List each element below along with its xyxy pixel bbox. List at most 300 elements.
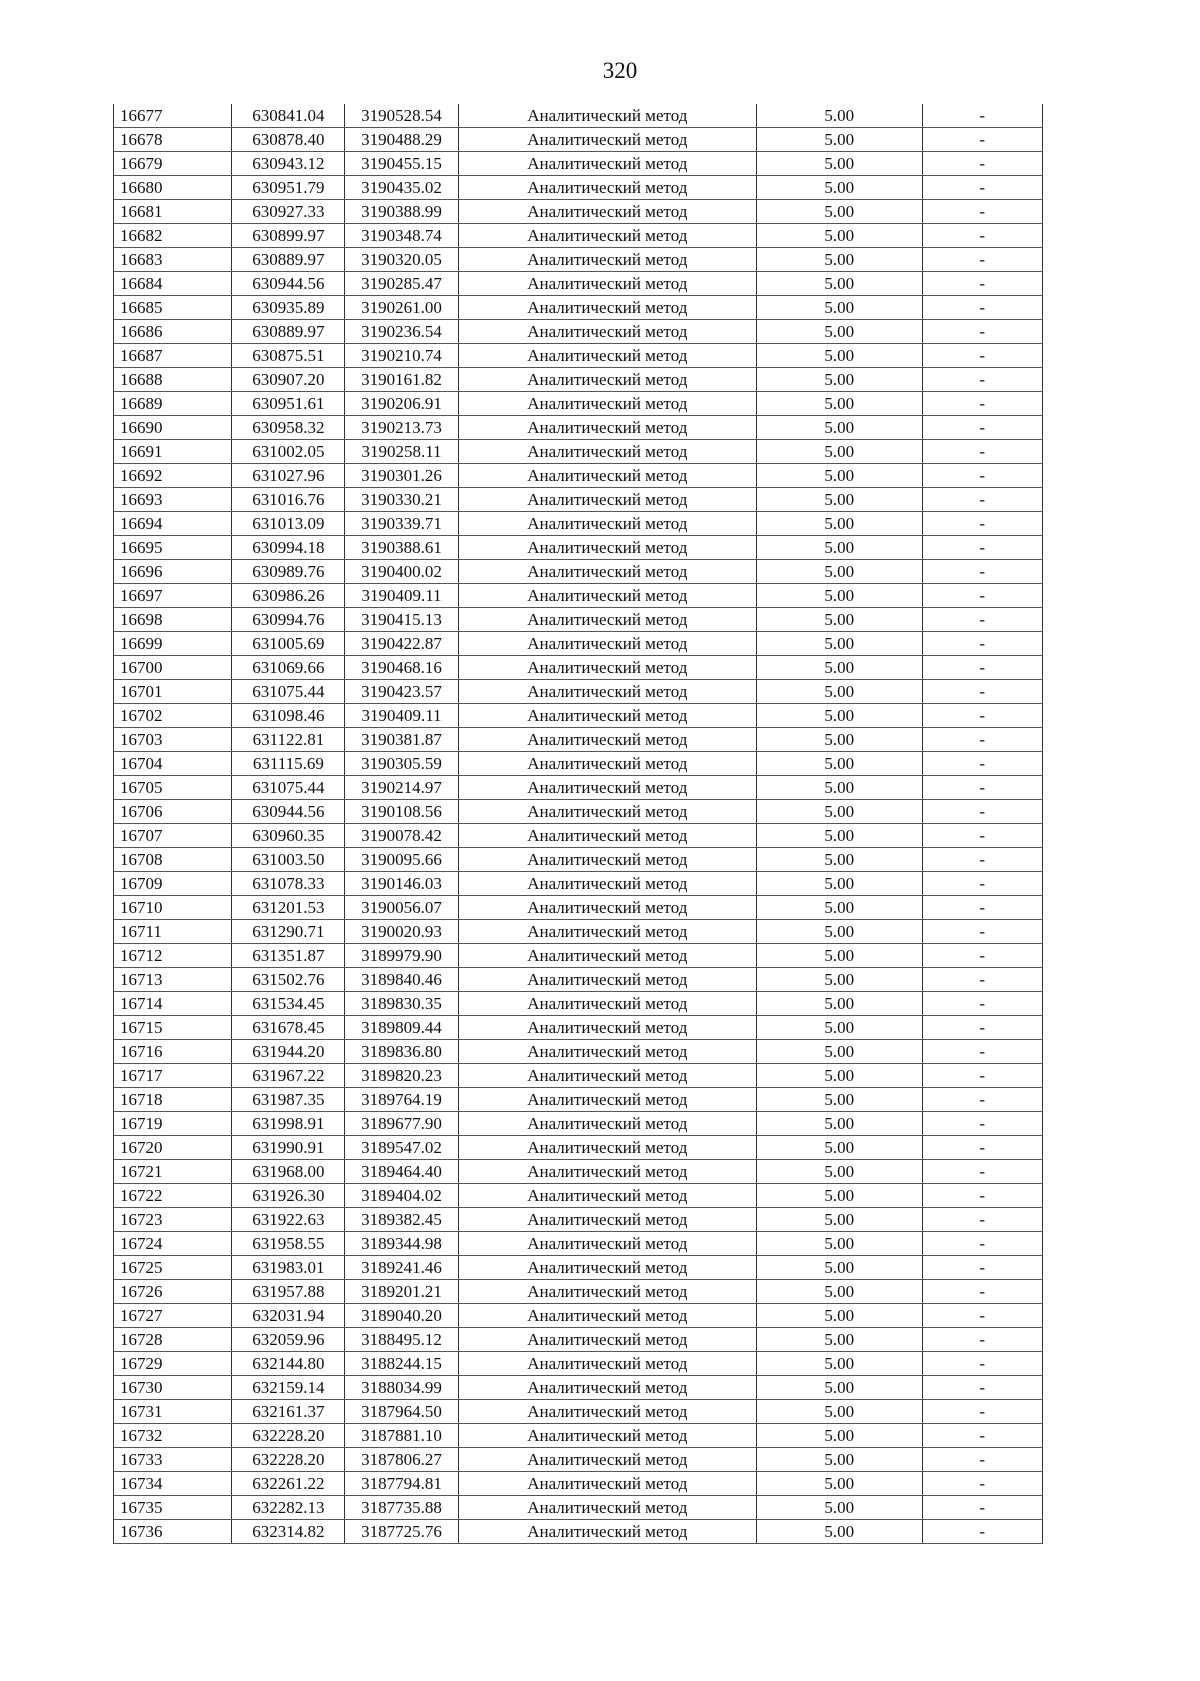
note-cell: - xyxy=(922,1472,1042,1496)
point-number-cell: 16690 xyxy=(114,416,232,440)
y-coordinate-cell: 3190423.57 xyxy=(345,680,458,704)
table-row xyxy=(114,992,1043,1016)
point-number-cell: 16680 xyxy=(114,176,232,200)
note-cell: - xyxy=(922,368,1042,392)
x-coordinate-cell: 631534.45 xyxy=(232,992,345,1016)
x-coordinate-cell: 632159.14 xyxy=(232,1376,345,1400)
method-cell: Аналитический метод xyxy=(458,1352,756,1376)
accuracy-cell: 5.00 xyxy=(757,1472,922,1496)
note-cell: - xyxy=(922,1016,1042,1040)
y-coordinate-cell: 3190236.54 xyxy=(345,320,458,344)
point-number-cell: 16732 xyxy=(114,1424,232,1448)
accuracy-cell: 5.00 xyxy=(757,992,922,1016)
method-cell: Аналитический метод xyxy=(458,848,756,872)
method-cell: Аналитический метод xyxy=(458,440,756,464)
point-number-cell: 16728 xyxy=(114,1328,232,1352)
x-coordinate-cell: 632282.13 xyxy=(232,1496,345,1520)
method-cell: Аналитический метод xyxy=(458,680,756,704)
y-coordinate-cell: 3188495.12 xyxy=(345,1328,458,1352)
method-cell: Аналитический метод xyxy=(458,1088,756,1112)
accuracy-cell: 5.00 xyxy=(757,512,922,536)
x-coordinate-cell: 631944.20 xyxy=(232,1040,345,1064)
note-cell: - xyxy=(922,1520,1042,1544)
method-cell: Аналитический метод xyxy=(458,1208,756,1232)
note-cell: - xyxy=(922,1184,1042,1208)
method-cell: Аналитический метод xyxy=(458,104,756,128)
y-coordinate-cell: 3190161.82 xyxy=(345,368,458,392)
accuracy-cell: 5.00 xyxy=(757,1112,922,1136)
method-cell: Аналитический метод xyxy=(458,512,756,536)
x-coordinate-cell: 630899.97 xyxy=(232,224,345,248)
point-number-cell: 16683 xyxy=(114,248,232,272)
table-row xyxy=(114,584,1043,608)
accuracy-cell: 5.00 xyxy=(757,752,922,776)
accuracy-cell: 5.00 xyxy=(757,1352,922,1376)
method-cell: Аналитический метод xyxy=(458,488,756,512)
x-coordinate-cell: 632228.20 xyxy=(232,1448,345,1472)
x-coordinate-cell: 630951.61 xyxy=(232,392,345,416)
x-coordinate-cell: 631351.87 xyxy=(232,944,345,968)
x-coordinate-cell: 631968.00 xyxy=(232,1160,345,1184)
x-coordinate-cell: 630986.26 xyxy=(232,584,345,608)
point-number-cell: 16724 xyxy=(114,1232,232,1256)
accuracy-cell: 5.00 xyxy=(757,1328,922,1352)
point-number-cell: 16714 xyxy=(114,992,232,1016)
point-number-cell: 16699 xyxy=(114,632,232,656)
y-coordinate-cell: 3190388.61 xyxy=(345,536,458,560)
point-number-cell: 16703 xyxy=(114,728,232,752)
method-cell: Аналитический метод xyxy=(458,1160,756,1184)
point-number-cell: 16687 xyxy=(114,344,232,368)
y-coordinate-cell: 3187794.81 xyxy=(345,1472,458,1496)
point-number-cell: 16720 xyxy=(114,1136,232,1160)
table-row xyxy=(114,176,1043,200)
method-cell: Аналитический метод xyxy=(458,1136,756,1160)
x-coordinate-cell: 630958.32 xyxy=(232,416,345,440)
point-number-cell: 16736 xyxy=(114,1520,232,1544)
table-row xyxy=(114,296,1043,320)
method-cell: Аналитический метод xyxy=(458,1280,756,1304)
method-cell: Аналитический метод xyxy=(458,1112,756,1136)
y-coordinate-cell: 3189344.98 xyxy=(345,1232,458,1256)
method-cell: Аналитический метод xyxy=(458,1256,756,1280)
y-coordinate-cell: 3189464.40 xyxy=(345,1160,458,1184)
table-row xyxy=(114,800,1043,824)
point-number-cell: 16717 xyxy=(114,1064,232,1088)
point-number-cell: 16723 xyxy=(114,1208,232,1232)
method-cell: Аналитический метод xyxy=(458,776,756,800)
x-coordinate-cell: 631003.50 xyxy=(232,848,345,872)
method-cell: Аналитический метод xyxy=(458,368,756,392)
point-number-cell: 16677 xyxy=(114,104,232,128)
x-coordinate-cell: 630841.04 xyxy=(232,104,345,128)
y-coordinate-cell: 3190108.56 xyxy=(345,800,458,824)
accuracy-cell: 5.00 xyxy=(757,1232,922,1256)
table-row xyxy=(114,752,1043,776)
x-coordinate-cell: 630960.35 xyxy=(232,824,345,848)
table-row xyxy=(114,1496,1043,1520)
y-coordinate-cell: 3189677.90 xyxy=(345,1112,458,1136)
y-coordinate-cell: 3190455.15 xyxy=(345,152,458,176)
table-row xyxy=(114,920,1043,944)
x-coordinate-cell: 631027.96 xyxy=(232,464,345,488)
table-row xyxy=(114,272,1043,296)
accuracy-cell: 5.00 xyxy=(757,800,922,824)
method-cell: Аналитический метод xyxy=(458,1424,756,1448)
point-number-cell: 16718 xyxy=(114,1088,232,1112)
method-cell: Аналитический метод xyxy=(458,392,756,416)
table-row xyxy=(114,944,1043,968)
method-cell: Аналитический метод xyxy=(458,1520,756,1544)
accuracy-cell: 5.00 xyxy=(757,584,922,608)
y-coordinate-cell: 3188034.99 xyxy=(345,1376,458,1400)
note-cell: - xyxy=(922,776,1042,800)
x-coordinate-cell: 631678.45 xyxy=(232,1016,345,1040)
note-cell: - xyxy=(922,1328,1042,1352)
method-cell: Аналитический метод xyxy=(458,800,756,824)
y-coordinate-cell: 3189404.02 xyxy=(345,1184,458,1208)
point-number-cell: 16696 xyxy=(114,560,232,584)
y-coordinate-cell: 3189979.90 xyxy=(345,944,458,968)
accuracy-cell: 5.00 xyxy=(757,1064,922,1088)
method-cell: Аналитический метод xyxy=(458,704,756,728)
x-coordinate-cell: 631502.76 xyxy=(232,968,345,992)
table-row xyxy=(114,440,1043,464)
table-row xyxy=(114,344,1043,368)
y-coordinate-cell: 3187881.10 xyxy=(345,1424,458,1448)
y-coordinate-cell: 3190214.97 xyxy=(345,776,458,800)
note-cell: - xyxy=(922,1256,1042,1280)
table-row xyxy=(114,1112,1043,1136)
accuracy-cell: 5.00 xyxy=(757,824,922,848)
x-coordinate-cell: 631016.76 xyxy=(232,488,345,512)
x-coordinate-cell: 631075.44 xyxy=(232,680,345,704)
note-cell: - xyxy=(922,824,1042,848)
note-cell: - xyxy=(922,1040,1042,1064)
x-coordinate-cell: 630889.97 xyxy=(232,320,345,344)
x-coordinate-cell: 631958.55 xyxy=(232,1232,345,1256)
x-coordinate-cell: 631069.66 xyxy=(232,656,345,680)
table-row xyxy=(114,1400,1043,1424)
accuracy-cell: 5.00 xyxy=(757,608,922,632)
note-cell: - xyxy=(922,1112,1042,1136)
x-coordinate-cell: 630989.76 xyxy=(232,560,345,584)
point-number-cell: 16694 xyxy=(114,512,232,536)
accuracy-cell: 5.00 xyxy=(757,920,922,944)
table-row xyxy=(114,728,1043,752)
y-coordinate-cell: 3188244.15 xyxy=(345,1352,458,1376)
point-number-cell: 16682 xyxy=(114,224,232,248)
table-row xyxy=(114,1376,1043,1400)
table-row xyxy=(114,1256,1043,1280)
point-number-cell: 16708 xyxy=(114,848,232,872)
point-number-cell: 16688 xyxy=(114,368,232,392)
table-row xyxy=(114,1472,1043,1496)
method-cell: Аналитический метод xyxy=(458,656,756,680)
x-coordinate-cell: 632031.94 xyxy=(232,1304,345,1328)
y-coordinate-cell: 3189830.35 xyxy=(345,992,458,1016)
point-number-cell: 16700 xyxy=(114,656,232,680)
coordinates-table xyxy=(113,104,1043,1544)
x-coordinate-cell: 632228.20 xyxy=(232,1424,345,1448)
accuracy-cell: 5.00 xyxy=(757,176,922,200)
table-row xyxy=(114,1328,1043,1352)
point-number-cell: 16715 xyxy=(114,1016,232,1040)
table-row xyxy=(114,1184,1043,1208)
x-coordinate-cell: 631078.33 xyxy=(232,872,345,896)
accuracy-cell: 5.00 xyxy=(757,872,922,896)
method-cell: Аналитический метод xyxy=(458,296,756,320)
accuracy-cell: 5.00 xyxy=(757,1424,922,1448)
accuracy-cell: 5.00 xyxy=(757,680,922,704)
note-cell: - xyxy=(922,392,1042,416)
table-row xyxy=(114,1280,1043,1304)
accuracy-cell: 5.00 xyxy=(757,1256,922,1280)
y-coordinate-cell: 3190415.13 xyxy=(345,608,458,632)
table-row xyxy=(114,656,1043,680)
table-row xyxy=(114,200,1043,224)
point-number-cell: 16698 xyxy=(114,608,232,632)
note-cell: - xyxy=(922,656,1042,680)
x-coordinate-cell: 631967.22 xyxy=(232,1064,345,1088)
y-coordinate-cell: 3190422.87 xyxy=(345,632,458,656)
note-cell: - xyxy=(922,1424,1042,1448)
table-row xyxy=(114,512,1043,536)
accuracy-cell: 5.00 xyxy=(757,104,922,128)
accuracy-cell: 5.00 xyxy=(757,224,922,248)
x-coordinate-cell: 630994.76 xyxy=(232,608,345,632)
method-cell: Аналитический метод xyxy=(458,176,756,200)
note-cell: - xyxy=(922,200,1042,224)
accuracy-cell: 5.00 xyxy=(757,1208,922,1232)
method-cell: Аналитический метод xyxy=(458,968,756,992)
method-cell: Аналитический метод xyxy=(458,152,756,176)
point-number-cell: 16731 xyxy=(114,1400,232,1424)
y-coordinate-cell: 3190339.71 xyxy=(345,512,458,536)
y-coordinate-cell: 3190381.87 xyxy=(345,728,458,752)
note-cell: - xyxy=(922,752,1042,776)
note-cell: - xyxy=(922,560,1042,584)
table-row xyxy=(114,152,1043,176)
point-number-cell: 16701 xyxy=(114,680,232,704)
method-cell: Аналитический метод xyxy=(458,1232,756,1256)
y-coordinate-cell: 3190348.74 xyxy=(345,224,458,248)
y-coordinate-cell: 3190330.21 xyxy=(345,488,458,512)
y-coordinate-cell: 3189836.80 xyxy=(345,1040,458,1064)
x-coordinate-cell: 632261.22 xyxy=(232,1472,345,1496)
accuracy-cell: 5.00 xyxy=(757,632,922,656)
table-row xyxy=(114,1448,1043,1472)
table-row xyxy=(114,1208,1043,1232)
note-cell: - xyxy=(922,1208,1042,1232)
note-cell: - xyxy=(922,872,1042,896)
note-cell: - xyxy=(922,440,1042,464)
x-coordinate-cell: 630889.97 xyxy=(232,248,345,272)
table-row xyxy=(114,104,1043,128)
table-row xyxy=(114,776,1043,800)
note-cell: - xyxy=(922,344,1042,368)
table-row xyxy=(114,1232,1043,1256)
note-cell: - xyxy=(922,128,1042,152)
y-coordinate-cell: 3190409.11 xyxy=(345,584,458,608)
x-coordinate-cell: 631983.01 xyxy=(232,1256,345,1280)
point-number-cell: 16678 xyxy=(114,128,232,152)
y-coordinate-cell: 3190206.91 xyxy=(345,392,458,416)
x-coordinate-cell: 631075.44 xyxy=(232,776,345,800)
y-coordinate-cell: 3190468.16 xyxy=(345,656,458,680)
accuracy-cell: 5.00 xyxy=(757,896,922,920)
y-coordinate-cell: 3190258.11 xyxy=(345,440,458,464)
note-cell: - xyxy=(922,1352,1042,1376)
accuracy-cell: 5.00 xyxy=(757,392,922,416)
table-row xyxy=(114,872,1043,896)
table-row xyxy=(114,416,1043,440)
table-row xyxy=(114,1136,1043,1160)
x-coordinate-cell: 631290.71 xyxy=(232,920,345,944)
accuracy-cell: 5.00 xyxy=(757,1400,922,1424)
note-cell: - xyxy=(922,104,1042,128)
y-coordinate-cell: 3190435.02 xyxy=(345,176,458,200)
y-coordinate-cell: 3190409.11 xyxy=(345,704,458,728)
note-cell: - xyxy=(922,800,1042,824)
note-cell: - xyxy=(922,296,1042,320)
table-row xyxy=(114,1064,1043,1088)
accuracy-cell: 5.00 xyxy=(757,464,922,488)
method-cell: Аналитический метод xyxy=(458,1304,756,1328)
x-coordinate-cell: 631957.88 xyxy=(232,1280,345,1304)
note-cell: - xyxy=(922,920,1042,944)
y-coordinate-cell: 3190400.02 xyxy=(345,560,458,584)
accuracy-cell: 5.00 xyxy=(757,320,922,344)
x-coordinate-cell: 631013.09 xyxy=(232,512,345,536)
note-cell: - xyxy=(922,464,1042,488)
point-number-cell: 16684 xyxy=(114,272,232,296)
note-cell: - xyxy=(922,152,1042,176)
point-number-cell: 16713 xyxy=(114,968,232,992)
table-row xyxy=(114,1352,1043,1376)
y-coordinate-cell: 3189040.20 xyxy=(345,1304,458,1328)
note-cell: - xyxy=(922,968,1042,992)
point-number-cell: 16734 xyxy=(114,1472,232,1496)
accuracy-cell: 5.00 xyxy=(757,968,922,992)
accuracy-cell: 5.00 xyxy=(757,1304,922,1328)
y-coordinate-cell: 3189547.02 xyxy=(345,1136,458,1160)
x-coordinate-cell: 631122.81 xyxy=(232,728,345,752)
accuracy-cell: 5.00 xyxy=(757,536,922,560)
point-number-cell: 16679 xyxy=(114,152,232,176)
table-row xyxy=(114,1520,1043,1544)
x-coordinate-cell: 631926.30 xyxy=(232,1184,345,1208)
y-coordinate-cell: 3190285.47 xyxy=(345,272,458,296)
table-row xyxy=(114,368,1043,392)
y-coordinate-cell: 3189764.19 xyxy=(345,1088,458,1112)
note-cell: - xyxy=(922,704,1042,728)
accuracy-cell: 5.00 xyxy=(757,1016,922,1040)
method-cell: Аналитический метод xyxy=(458,248,756,272)
y-coordinate-cell: 3187725.76 xyxy=(345,1520,458,1544)
table-row xyxy=(114,392,1043,416)
x-coordinate-cell: 631201.53 xyxy=(232,896,345,920)
note-cell: - xyxy=(922,1496,1042,1520)
method-cell: Аналитический метод xyxy=(458,1448,756,1472)
method-cell: Аналитический метод xyxy=(458,1328,756,1352)
method-cell: Аналитический метод xyxy=(458,752,756,776)
table-row xyxy=(114,1040,1043,1064)
point-number-cell: 16726 xyxy=(114,1280,232,1304)
note-cell: - xyxy=(922,1304,1042,1328)
table-row xyxy=(114,1304,1043,1328)
method-cell: Аналитический метод xyxy=(458,128,756,152)
table-row xyxy=(114,704,1043,728)
accuracy-cell: 5.00 xyxy=(757,416,922,440)
table-row xyxy=(114,488,1043,512)
accuracy-cell: 5.00 xyxy=(757,440,922,464)
point-number-cell: 16725 xyxy=(114,1256,232,1280)
x-coordinate-cell: 630994.18 xyxy=(232,536,345,560)
method-cell: Аналитический метод xyxy=(458,464,756,488)
y-coordinate-cell: 3189820.23 xyxy=(345,1064,458,1088)
table-row xyxy=(114,968,1043,992)
accuracy-cell: 5.00 xyxy=(757,776,922,800)
note-cell: - xyxy=(922,536,1042,560)
note-cell: - xyxy=(922,632,1042,656)
x-coordinate-cell: 631005.69 xyxy=(232,632,345,656)
note-cell: - xyxy=(922,272,1042,296)
method-cell: Аналитический метод xyxy=(458,1184,756,1208)
point-number-cell: 16692 xyxy=(114,464,232,488)
note-cell: - xyxy=(922,320,1042,344)
x-coordinate-cell: 631998.91 xyxy=(232,1112,345,1136)
method-cell: Аналитический метод xyxy=(458,920,756,944)
x-coordinate-cell: 631987.35 xyxy=(232,1088,345,1112)
method-cell: Аналитический метод xyxy=(458,200,756,224)
note-cell: - xyxy=(922,488,1042,512)
accuracy-cell: 5.00 xyxy=(757,560,922,584)
y-coordinate-cell: 3190488.29 xyxy=(345,128,458,152)
point-number-cell: 16681 xyxy=(114,200,232,224)
y-coordinate-cell: 3189809.44 xyxy=(345,1016,458,1040)
accuracy-cell: 5.00 xyxy=(757,1136,922,1160)
point-number-cell: 16719 xyxy=(114,1112,232,1136)
note-cell: - xyxy=(922,680,1042,704)
method-cell: Аналитический метод xyxy=(458,536,756,560)
accuracy-cell: 5.00 xyxy=(757,1184,922,1208)
accuracy-cell: 5.00 xyxy=(757,368,922,392)
method-cell: Аналитический метод xyxy=(458,584,756,608)
point-number-cell: 16712 xyxy=(114,944,232,968)
point-number-cell: 16702 xyxy=(114,704,232,728)
x-coordinate-cell: 630907.20 xyxy=(232,368,345,392)
table-body xyxy=(114,104,1043,1544)
y-coordinate-cell: 3190320.05 xyxy=(345,248,458,272)
accuracy-cell: 5.00 xyxy=(757,1448,922,1472)
method-cell: Аналитический метод xyxy=(458,944,756,968)
method-cell: Аналитический метод xyxy=(458,344,756,368)
table-row xyxy=(114,1424,1043,1448)
y-coordinate-cell: 3189840.46 xyxy=(345,968,458,992)
x-coordinate-cell: 631098.46 xyxy=(232,704,345,728)
note-cell: - xyxy=(922,584,1042,608)
method-cell: Аналитический метод xyxy=(458,896,756,920)
accuracy-cell: 5.00 xyxy=(757,200,922,224)
method-cell: Аналитический метод xyxy=(458,560,756,584)
method-cell: Аналитический метод xyxy=(458,320,756,344)
point-number-cell: 16697 xyxy=(114,584,232,608)
point-number-cell: 16710 xyxy=(114,896,232,920)
point-number-cell: 16705 xyxy=(114,776,232,800)
y-coordinate-cell: 3190305.59 xyxy=(345,752,458,776)
method-cell: Аналитический метод xyxy=(458,608,756,632)
